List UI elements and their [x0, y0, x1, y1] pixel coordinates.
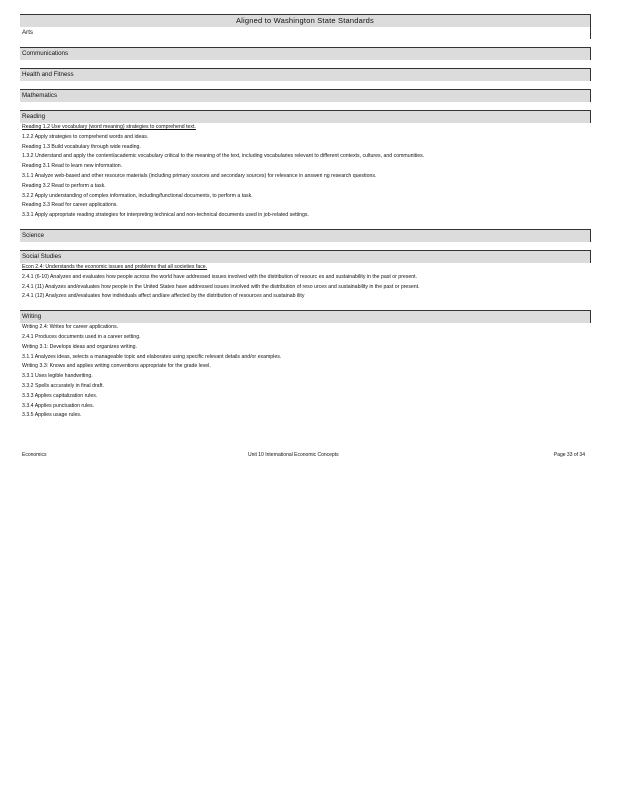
section-header: Mathematics — [20, 89, 591, 102]
footer-left: Economics — [22, 452, 47, 458]
standard-line: Reading 1.3 Build vocabulary through wide reading. — [22, 143, 141, 150]
standard-line: Reading 3.2 Read to perform a task. — [22, 182, 106, 189]
standard-line: Econ 2.4: Understands the economic issues and problems that all societies face. — [22, 263, 208, 270]
standard-line: 3.3.1 Uses legible handwriting. — [22, 373, 93, 380]
standard-line: 2.4.1 (12) Analyzes and/evaluates how individuals affect and/are affected by the distribution of resources and sustainab ility — [22, 293, 305, 300]
standard-line: 3.3.5 Applies usage rules. — [22, 412, 82, 419]
standard-line: 2.4.1 (11) Analyzes and/evaluates how people in the United States have addressed issues involved with the distribution of reso urces and sustainability in the past or present. — [22, 283, 420, 290]
standard-line: 3.3.3 Applies capitalization rules. — [22, 392, 98, 399]
standard-line: 2.4.1 Produces documents used in a career setting. — [22, 333, 141, 340]
standard-line: Reading 3.1 Read to learn new information. — [22, 163, 123, 170]
sections-container — [20, 27, 591, 421]
section-header: Science — [20, 229, 591, 242]
standard-line: 3.3.2 Spells accurately in final draft. — [22, 382, 104, 389]
footer-right: Page 33 of 34 — [553, 452, 585, 458]
standard-line: Writing 3.1: Develops ideas and organizes writing. — [22, 343, 137, 350]
standard-line: 3.1.1 Analyzes ideas, selects a manageable topic and elaborates using specific relevant details and/or examples. — [22, 353, 282, 360]
standards-page — [20, 14, 591, 421]
section-header: Arts — [20, 27, 591, 39]
section-header: Social Studies — [20, 250, 591, 263]
standard-line: 2.4.1 (6-10) Analyzes and evaluates how people across the world have addressed issues involved with the distribution of resourc es and sustainability in the past or present. — [22, 273, 418, 280]
standard-line: Reading 1.2 Use vocabulary (word meaning) strategies to comprehend text. — [22, 124, 196, 130]
section-header: Writing — [20, 310, 591, 323]
page-title: Aligned to Washington State Standards — [235, 16, 375, 25]
standard-line: 3.1.1 Analyze web-based and other resource materials (including primary sources and secondary sources) for relevance in answeri ng research questions. — [22, 172, 377, 179]
section-header: Communications — [20, 47, 591, 60]
section-header: Health and Fitness — [20, 68, 591, 81]
standard-line: 1.2.2 Apply strategies to comprehend words and ideas. — [22, 133, 149, 140]
title-bar — [20, 14, 591, 27]
section-header: Reading — [20, 110, 591, 123]
standard-line: 3.3.1 Apply appropriate reading strategies for interpreting technical and non-technical documents used in job-related settings. — [22, 212, 309, 219]
standard-line: 1.3.2 Understand and apply the content/academic vocabulary critical to the meaning of the text, including vocabularies relevant to different contexts, cultures, and communities. — [22, 153, 425, 160]
standard-line: 3.2.2 Apply understanding of complex information, including/functional documents, to perform a task. — [22, 192, 253, 199]
footer-center: Unit 10 International Economic Concepts — [248, 452, 339, 458]
standard-line: 3.3.4 Applies punctuation rules. — [22, 402, 95, 409]
standard-line: Writing 3.3: Knows and applies writing conventions appropriate for the grade level. — [22, 363, 211, 370]
standard-line: Writing 2.4: Writes for career applications. — [22, 324, 119, 331]
standard-line: Reading 3.3 Read for career applications. — [22, 202, 118, 209]
